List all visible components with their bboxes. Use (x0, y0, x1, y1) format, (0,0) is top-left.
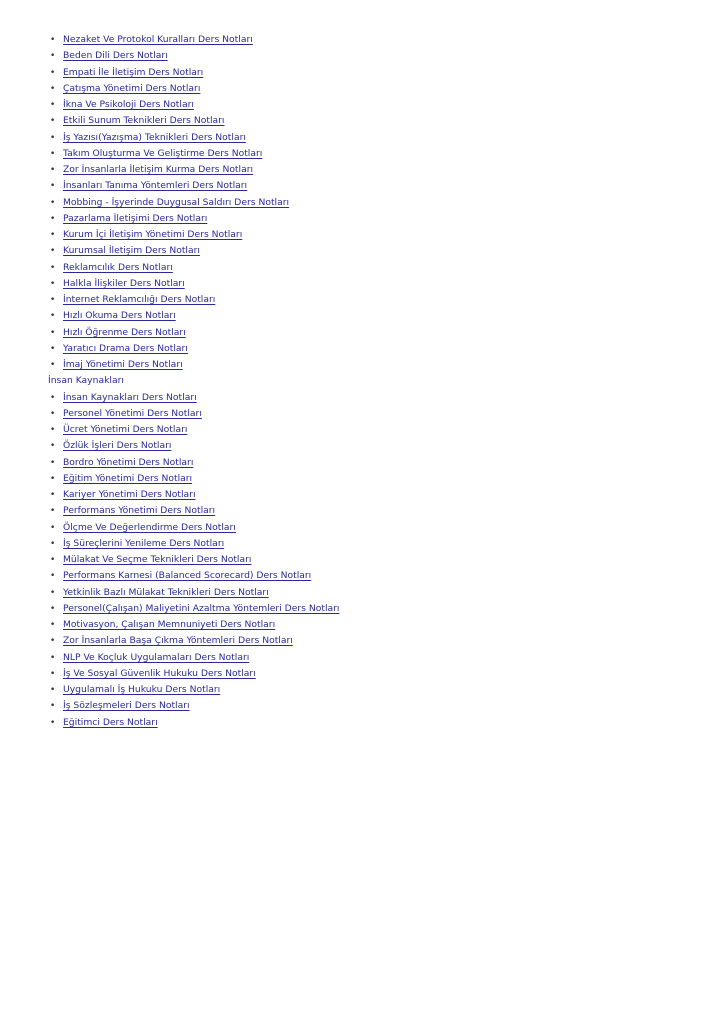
bullet-icon: • (50, 262, 56, 273)
section-heading-insan-kaynaklari: İnsan Kaynakları (48, 375, 124, 387)
bullet-icon: • (50, 165, 56, 175)
notes-link[interactable]: Zor İnsanlarla İletişim Kurma Ders Notları (63, 164, 254, 175)
notes-link[interactable]: Mülakat Ve Seçme Teknikleri Ders Notları (63, 554, 252, 565)
list-item (48, 633, 688, 649)
bullet-icon: • (50, 295, 56, 305)
bullet-icon: • (50, 35, 56, 45)
bullet-icon: • (50, 392, 56, 403)
notes-link[interactable]: Takım Oluşturma Ve Geliştirme Ders Notları (63, 147, 263, 159)
document-page (48, 32, 688, 731)
list-item (48, 48, 688, 64)
bullet-icon: • (50, 490, 56, 500)
list-item (48, 81, 688, 97)
bullet-icon: • (50, 197, 56, 208)
bullet-icon: • (50, 116, 56, 127)
list-item (48, 308, 688, 324)
notes-link[interactable]: Zor İnsanlarla Başa Çıkma Yöntemleri Ders Notları (63, 635, 293, 647)
list-item (48, 487, 688, 503)
notes-link[interactable]: İnsanları Tanıma Yöntemleri Ders Notları (63, 180, 248, 192)
notes-link[interactable]: Bordro Yönetimi Ders Notları (63, 456, 194, 468)
notes-link[interactable]: Etkili Sunum Teknikleri Ders Notları (63, 115, 225, 127)
list-item (48, 146, 688, 162)
list-item (48, 406, 688, 422)
list-item (48, 276, 688, 292)
list-item (48, 195, 688, 211)
notes-link[interactable]: Eğitimci Ders Notları (63, 716, 158, 728)
notes-link[interactable]: Çatışma Yönetimi Ders Notları (63, 82, 201, 94)
list-item (48, 113, 688, 129)
notes-link[interactable]: Ölçme Ve Değerlendirme Ders Notları (63, 521, 236, 533)
notes-link[interactable]: Performans Karnesi (Balanced Scorecard) Ders Notları (63, 570, 312, 582)
notes-link[interactable]: İş Sözleşmeleri Ders Notları (63, 700, 190, 712)
bullet-icon: • (50, 408, 56, 419)
notes-link[interactable]: İkna Ve Psikoloji Ders Notları (63, 99, 194, 110)
bullet-icon: • (50, 213, 56, 224)
list-item (48, 243, 688, 259)
bullet-icon: • (50, 636, 56, 647)
notes-link[interactable]: Motivasyon, Çalışan Memnuniyeti Ders Notları (63, 619, 276, 630)
notes-link[interactable]: Mobbing - İşyerinde Duygusal Saldırı Ders Notları (63, 196, 290, 208)
notes-link[interactable]: Hızlı Okuma Ders Notları (63, 310, 176, 322)
notes-link[interactable]: NLP Ve Koçluk Uygulamaları Ders Notları (63, 651, 250, 663)
bullet-icon: • (50, 83, 56, 94)
list-item (48, 552, 688, 568)
bullet-icon: • (50, 652, 56, 663)
list-item (48, 97, 688, 113)
list-item (48, 341, 688, 357)
notes-link[interactable]: Hızlı Öğrenme Ders Notları (63, 326, 186, 338)
list-item (48, 666, 688, 682)
list-item (48, 357, 688, 373)
notes-link[interactable]: İş Ve Sosyal Güvenlik Hukuku Ders Notları (63, 667, 256, 679)
list-item (48, 422, 688, 438)
list-item (48, 455, 688, 471)
list-item (48, 715, 688, 731)
list-item (48, 162, 688, 178)
bullet-icon: • (50, 327, 56, 338)
notes-link[interactable]: Halkla İlişkiler Ders Notları (63, 277, 185, 289)
list-item (48, 503, 688, 519)
list-item (48, 617, 688, 633)
list-item (48, 260, 688, 276)
bullet-icon: • (50, 668, 56, 679)
bullet-icon: • (50, 620, 56, 630)
notes-link[interactable]: İmaj Yönetimi Ders Notları (63, 359, 183, 370)
bullet-icon: • (50, 538, 56, 549)
notes-link[interactable]: İş Yazısı(Yazışma) Teknikleri Ders Notları (63, 131, 246, 143)
list-item (48, 585, 688, 601)
bullet-icon: • (50, 717, 56, 728)
list-item (48, 211, 688, 227)
notes-link[interactable]: Pazarlama İletişimi Ders Notları (63, 212, 208, 224)
bullet-icon: • (50, 246, 56, 257)
notes-link[interactable]: Kurumsal İletişim Ders Notları (63, 245, 200, 257)
notes-link[interactable]: Kariyer Yönetimi Ders Notları (63, 489, 196, 500)
list-item (48, 292, 688, 308)
list-item (48, 325, 688, 341)
bullet-icon: • (50, 425, 56, 435)
notes-link[interactable]: Personel(Çalışan) Maliyetini Azaltma Yöntemleri Ders Notları (63, 602, 340, 614)
notes-link[interactable]: İnsan Kaynakları Ders Notları (63, 391, 197, 403)
bullet-icon: • (50, 148, 56, 159)
bullet-icon: • (50, 181, 56, 192)
bullet-icon: • (50, 685, 56, 695)
notes-link[interactable]: Performans Yönetimi Ders Notları (63, 505, 216, 517)
list-item (48, 650, 688, 666)
list-item (48, 32, 688, 48)
bullet-icon: • (50, 132, 56, 143)
notes-link[interactable]: Beden Dili Ders Notları (63, 50, 168, 62)
bullet-icon: • (50, 587, 56, 598)
bullet-icon: • (50, 67, 56, 78)
notes-link[interactable]: Ücret Yönetimi Ders Notları (63, 424, 188, 435)
notes-link[interactable]: İnternet Reklamcılığı Ders Notları (63, 294, 216, 305)
bullet-icon: • (50, 506, 56, 517)
list-item (48, 682, 688, 698)
bullet-icon: • (50, 230, 56, 240)
bullet-icon: • (50, 457, 56, 468)
list-item (48, 698, 688, 714)
list-item (48, 178, 688, 194)
notes-link[interactable]: Reklamcılık Ders Notları (63, 261, 173, 273)
human-resources-notes-list (48, 390, 688, 731)
notes-link[interactable]: Özlük İşleri Ders Notları (63, 440, 172, 452)
list-item (48, 65, 688, 81)
list-item (48, 130, 688, 146)
bullet-icon: • (50, 278, 56, 289)
notes-link[interactable]: Uygulamalı İş Hukuku Ders Notları (63, 684, 221, 695)
bullet-icon: • (50, 603, 56, 614)
bullet-icon: • (50, 343, 56, 354)
list-item (48, 568, 688, 584)
list-item (48, 471, 688, 487)
notes-link[interactable]: Nezaket Ve Protokol Kuralları Ders Notları (63, 34, 253, 45)
bullet-icon: • (50, 51, 56, 62)
list-item (48, 438, 688, 454)
list-item (48, 390, 688, 406)
list-item (48, 536, 688, 552)
notes-link[interactable]: Yetkinlik Bazlı Mülakat Teknikleri Ders Notları (63, 586, 269, 598)
bullet-icon: • (50, 522, 56, 533)
bullet-icon: • (50, 701, 56, 712)
notes-link[interactable]: Eğitim Yönetimi Ders Notları (63, 472, 193, 484)
notes-link[interactable]: İş Süreçlerini Yenileme Ders Notları (63, 537, 225, 549)
bullet-icon: • (50, 100, 56, 110)
list-item (48, 520, 688, 536)
bullet-icon: • (50, 473, 56, 484)
notes-link[interactable]: Kurum İçi İletişim Yönetimi Ders Notları (63, 229, 243, 240)
notes-link[interactable]: Yaratıcı Drama Ders Notları (63, 342, 188, 354)
bullet-icon: • (50, 311, 56, 322)
bullet-icon: • (50, 555, 56, 565)
list-item (48, 227, 688, 243)
bullet-icon: • (50, 360, 56, 370)
notes-link[interactable]: Personel Yönetimi Ders Notları (63, 407, 202, 419)
bullet-icon: • (50, 571, 56, 582)
bullet-icon: • (50, 441, 56, 452)
list-item (48, 601, 688, 617)
communication-notes-list (48, 32, 688, 373)
notes-link[interactable]: Empati İle İletişim Ders Notları (63, 66, 204, 78)
